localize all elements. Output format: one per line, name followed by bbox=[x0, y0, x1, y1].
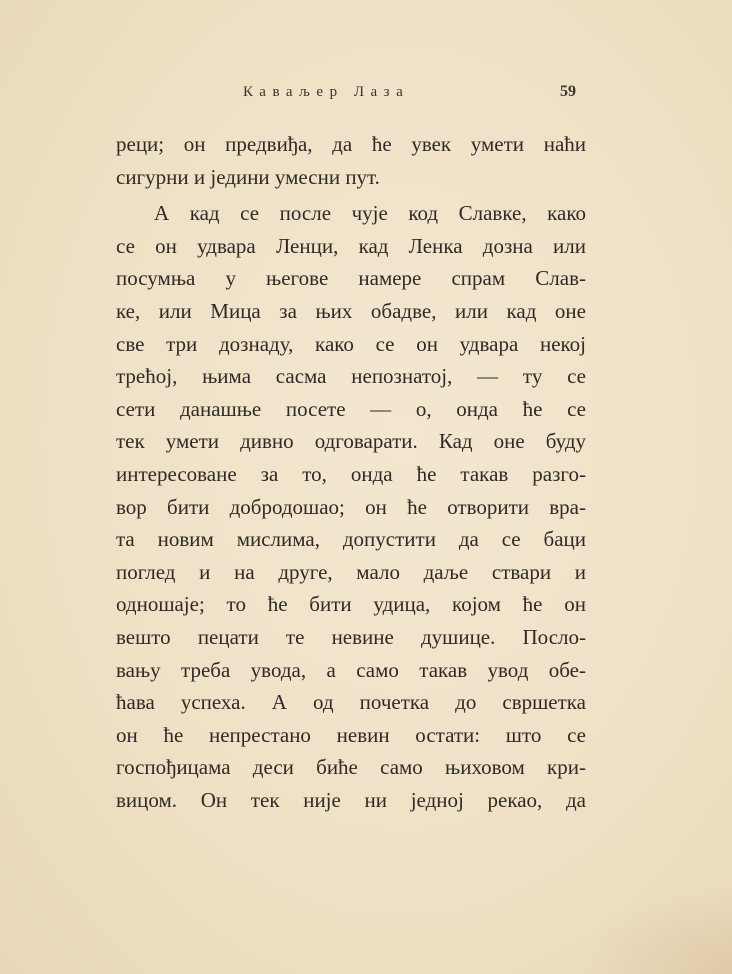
paragraph-2 bbox=[116, 197, 586, 816]
text-line: А кад се после чује код Славке, како bbox=[154, 201, 586, 226]
body-text bbox=[116, 128, 586, 816]
text-line: вицом. Он тек није ни једној рекао, да bbox=[116, 787, 586, 812]
text-line: реци; он предвиђа, да ће увек умети наћи bbox=[116, 132, 586, 156]
text-line: ћава успеха. А од почетка до свршетка bbox=[116, 690, 586, 715]
text-line: сигурни и једини умесни пут. bbox=[116, 164, 380, 189]
text-line: се он удвара Ленци, кад Ленка дозна или bbox=[116, 233, 586, 258]
text-line: сети данашње посете — о, онда ће се bbox=[116, 396, 586, 421]
page-number: 59 bbox=[560, 83, 576, 100]
text-line: он ће непрестано невин остати: што се bbox=[116, 722, 586, 747]
text-line: та новим мислима, допустити да се баци bbox=[116, 527, 586, 552]
text-line: поглед и на друге, мало даље ствари и bbox=[116, 559, 586, 584]
text-line: госпођицама деси биће само њиховом кри- bbox=[116, 755, 586, 780]
paragraph-1 bbox=[116, 128, 586, 193]
text-line: посумња у његове намере спрам Слав- bbox=[116, 266, 586, 291]
text-line: одношаје; то ће бити удица, којом ће он bbox=[116, 592, 586, 617]
running-title: Каваљер Лаза bbox=[243, 84, 410, 100]
text-line: тек умети дивно одговарати. Кад оне буду bbox=[116, 429, 586, 454]
page-header bbox=[0, 84, 732, 108]
text-line: интересоване за то, онда ће такав разго- bbox=[116, 461, 586, 486]
text-line: вор бити добродошао; он ће отворити вра- bbox=[116, 494, 586, 519]
text-line: трећој, њима сасма непознатој, — ту се bbox=[116, 364, 586, 389]
text-line: вешто пецати те невине душице. Посло- bbox=[116, 624, 586, 649]
text-line: ке, или Мица за њих обадве, или кад оне bbox=[116, 298, 586, 323]
text-line: све три дознаду, како се он удвара некој bbox=[116, 331, 586, 356]
text-line: вању треба увода, а само такав увод обе- bbox=[116, 657, 586, 682]
paper-stain bbox=[572, 884, 732, 974]
